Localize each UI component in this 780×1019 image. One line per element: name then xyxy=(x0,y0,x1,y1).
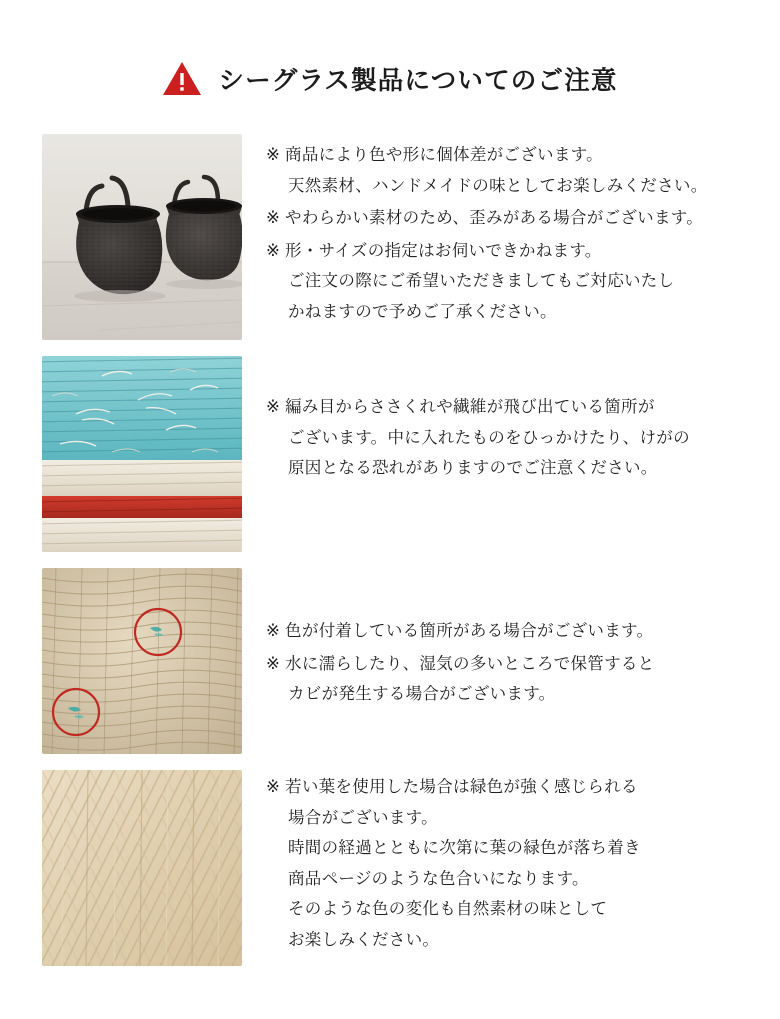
note-line: 場合がございます。 xyxy=(288,808,438,827)
note-line: 天然素材、ハンドメイドの味としてお楽しみください。 xyxy=(288,176,708,195)
note-marker: ※ xyxy=(266,654,281,673)
page-header xyxy=(0,0,780,134)
page-title: シーグラス製品についてのご注意 xyxy=(218,67,618,96)
note-line: カビが発生する場合がございます。 xyxy=(288,685,556,704)
notes-list xyxy=(242,356,738,486)
note-line: 時間の経過とともに次第に葉の緑色が落ち着き xyxy=(288,839,641,858)
note-line: そのような色の変化も自然素材の味として xyxy=(288,900,608,919)
note-item xyxy=(266,236,738,328)
notice-sections xyxy=(0,134,780,966)
note-item xyxy=(266,616,738,647)
notes-list xyxy=(242,770,738,957)
note-line: 原因となる恐れがありますのでご注意ください。 xyxy=(288,459,658,478)
note-line: 水に濡らしたり、湿気の多いところで保管すると xyxy=(285,654,655,673)
notice-section xyxy=(42,568,738,754)
seagrass-natural-weave-photo xyxy=(42,770,242,966)
notes-list xyxy=(242,568,738,712)
seagrass-weave-colored-closeup-photo xyxy=(42,356,242,552)
note-line: 商品ページのような色合いになります。 xyxy=(288,869,589,888)
note-line: 商品により色や形に個体差がございます。 xyxy=(285,146,603,165)
notice-section xyxy=(42,134,738,340)
note-line: お楽しみください。 xyxy=(288,930,440,949)
note-item xyxy=(266,649,738,710)
note-marker: ※ xyxy=(266,209,281,228)
note-marker: ※ xyxy=(266,622,281,641)
note-line: 形・サイズの指定はお伺いできかねます。 xyxy=(285,241,602,260)
note-line: ご注文の際にご希望いただきましてもご対応いたし xyxy=(288,272,675,291)
note-item xyxy=(266,772,738,955)
note-item xyxy=(266,140,738,201)
note-line: かねますので予めご了承ください。 xyxy=(288,302,557,321)
note-line: 色が付着している箇所がある場合がございます。 xyxy=(285,622,654,641)
note-item xyxy=(266,203,738,234)
seagrass-color-stain-marked-photo xyxy=(42,568,242,754)
note-marker: ※ xyxy=(266,241,281,260)
note-marker: ※ xyxy=(266,398,281,417)
warning-triangle-icon xyxy=(162,61,202,97)
note-line: ございます。中に入れたものをひっかけたり、けがの xyxy=(288,428,690,447)
seagrass-baskets-black-photo xyxy=(42,134,242,340)
note-item xyxy=(266,392,738,484)
note-line: 編み目からささくれや繊維が飛び出ている箇所が xyxy=(285,398,655,417)
note-marker: ※ xyxy=(266,778,281,797)
notes-list xyxy=(242,134,738,329)
notice-section xyxy=(42,356,738,552)
note-marker: ※ xyxy=(266,146,281,165)
note-line: やわらかい素材のため、歪みがある場合がございます。 xyxy=(285,209,704,228)
notice-section xyxy=(42,770,738,966)
note-line: 若い葉を使用した場合は緑色が強く感じられる xyxy=(285,778,638,797)
